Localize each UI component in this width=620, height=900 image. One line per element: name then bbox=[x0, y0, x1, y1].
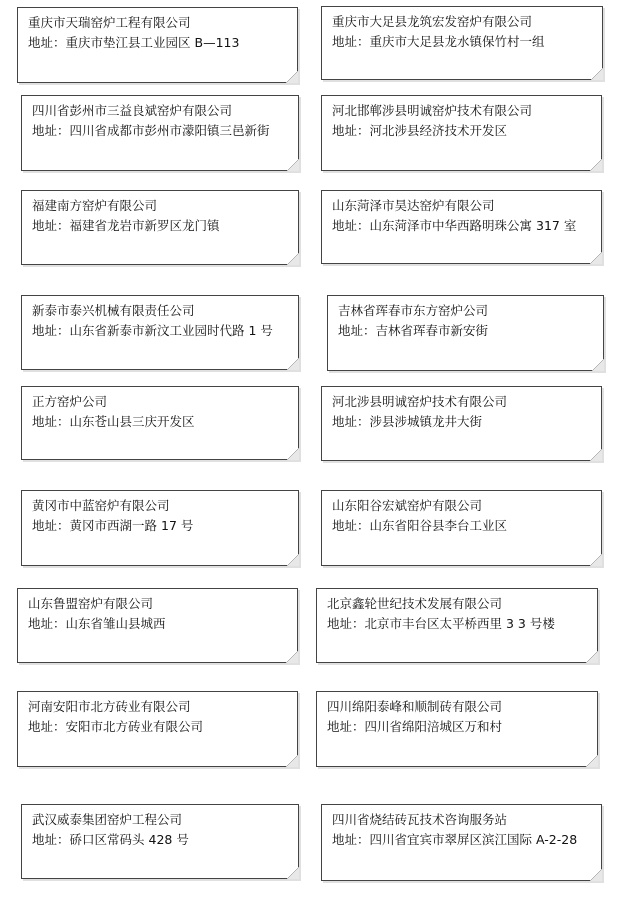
address-label: 地址： bbox=[32, 218, 70, 233]
company-name: 河南安阳市北方砖业有限公司 bbox=[28, 699, 191, 714]
address-card bbox=[321, 386, 602, 461]
address-card bbox=[321, 190, 602, 264]
address-label: 地址： bbox=[32, 123, 70, 138]
company-name: 武汉威泰集团窑炉工程公司 bbox=[32, 812, 183, 827]
address-label: 地址： bbox=[338, 323, 376, 338]
company-name: 正方窑炉公司 bbox=[32, 394, 108, 409]
address-line bbox=[28, 614, 291, 634]
address-card bbox=[316, 588, 598, 663]
address-value: 山东菏泽市中华西路明珠公寓 317 室 bbox=[369, 218, 577, 233]
address-line bbox=[28, 717, 291, 737]
address-card bbox=[321, 6, 603, 80]
company-name: 四川省彭州市三益良斌窑炉有限公司 bbox=[32, 103, 233, 118]
address-value: 山东省雏山县城西 bbox=[65, 616, 166, 631]
address-value: 吉林省珲春市新安街 bbox=[375, 323, 489, 338]
address-line bbox=[327, 614, 591, 634]
address-line bbox=[332, 412, 595, 432]
address-line bbox=[332, 32, 596, 52]
company-name: 福建南方窑炉有限公司 bbox=[32, 198, 158, 213]
address-label: 地址： bbox=[32, 518, 70, 533]
address-card bbox=[21, 490, 299, 566]
address-value: 山东省新泰市新汶工业园时代路 1 号 bbox=[69, 323, 273, 338]
address-line bbox=[32, 321, 292, 341]
address-label: 地址： bbox=[332, 34, 370, 49]
address-card bbox=[17, 7, 298, 83]
address-card bbox=[21, 190, 299, 265]
company-name: 四川省烧结砖瓦技术咨询服务站 bbox=[332, 812, 508, 827]
company-name: 河北涉县明诚窑炉技术有限公司 bbox=[332, 394, 508, 409]
address-card bbox=[316, 691, 598, 767]
address-card bbox=[21, 386, 299, 460]
address-card bbox=[321, 95, 602, 171]
address-label: 地址： bbox=[28, 616, 66, 631]
address-label: 地址： bbox=[32, 832, 70, 847]
address-card bbox=[327, 295, 604, 371]
address-card bbox=[17, 588, 298, 663]
address-value: 四川省成都市彭州市濛阳镇三邑新街 bbox=[69, 123, 270, 138]
address-label: 地址： bbox=[332, 123, 370, 138]
address-label: 地址： bbox=[28, 719, 66, 734]
company-name: 重庆市大足县龙筑宏发窑炉有限公司 bbox=[332, 14, 533, 29]
address-value: 福建省龙岩市新罗区龙门镇 bbox=[69, 218, 220, 233]
address-value: 山东省阳谷县李台工业区 bbox=[369, 518, 508, 533]
address-line bbox=[332, 516, 595, 536]
address-label: 地址： bbox=[332, 414, 370, 429]
address-card bbox=[17, 691, 298, 767]
address-line bbox=[32, 830, 292, 850]
company-name: 北京鑫轮世纪技术发展有限公司 bbox=[327, 596, 503, 611]
address-value: 安阳市北方砖业有限公司 bbox=[65, 719, 204, 734]
address-line bbox=[32, 516, 292, 536]
address-line bbox=[28, 33, 291, 53]
company-name: 山东菏泽市昊达窑炉有限公司 bbox=[332, 198, 495, 213]
address-line bbox=[332, 121, 595, 141]
company-name: 河北邯郸涉县明诚窑炉技术有限公司 bbox=[332, 103, 533, 118]
address-line bbox=[332, 830, 595, 850]
address-label: 地址： bbox=[327, 616, 365, 631]
address-card bbox=[321, 490, 602, 566]
address-value: 河北涉县经济技术开发区 bbox=[369, 123, 508, 138]
address-line bbox=[327, 717, 591, 737]
address-label: 地址： bbox=[327, 719, 365, 734]
address-line bbox=[332, 216, 595, 236]
address-value: 北京市丰台区太平桥西里 3 3 号楼 bbox=[364, 616, 555, 631]
address-line bbox=[32, 412, 292, 432]
company-name: 重庆市天瑞窑炉工程有限公司 bbox=[28, 15, 191, 30]
address-value: 四川省宜宾市翠屏区滨江国际 A-2-28 bbox=[369, 832, 578, 847]
address-label: 地址： bbox=[28, 35, 66, 50]
address-value: 黄冈市西湖一路 17 号 bbox=[69, 518, 194, 533]
company-name: 四川绵阳泰峰和顺制砖有限公司 bbox=[327, 699, 503, 714]
address-label: 地址： bbox=[32, 414, 70, 429]
address-value: 涉县涉城镇龙井大街 bbox=[369, 414, 483, 429]
address-value: 重庆市大足县龙水镇保竹村一组 bbox=[369, 34, 545, 49]
company-name: 山东阳谷宏斌窑炉有限公司 bbox=[332, 498, 483, 513]
company-name: 黄冈市中蓝窑炉有限公司 bbox=[32, 498, 170, 513]
address-value: 硚口区常码头 428 号 bbox=[69, 832, 189, 847]
company-name: 吉林省珲春市东方窑炉公司 bbox=[338, 303, 489, 318]
address-label: 地址： bbox=[332, 518, 370, 533]
address-value: 四川省绵阳涪城区万和村 bbox=[364, 719, 503, 734]
address-label: 地址： bbox=[332, 218, 370, 233]
address-value: 山东苍山县三庆开发区 bbox=[69, 414, 195, 429]
address-card bbox=[21, 95, 299, 171]
address-value: 重庆市垫江县工业园区 B—113 bbox=[65, 35, 240, 50]
address-card bbox=[21, 295, 299, 370]
company-name: 新泰市泰兴机械有限责任公司 bbox=[32, 303, 195, 318]
address-label: 地址： bbox=[332, 832, 370, 847]
address-line bbox=[338, 321, 597, 341]
address-line bbox=[32, 216, 292, 236]
address-card bbox=[21, 804, 299, 879]
address-label: 地址： bbox=[32, 323, 70, 338]
company-name: 山东鲁盟窑炉有限公司 bbox=[28, 596, 154, 611]
address-card bbox=[321, 804, 602, 881]
address-line bbox=[32, 121, 292, 141]
